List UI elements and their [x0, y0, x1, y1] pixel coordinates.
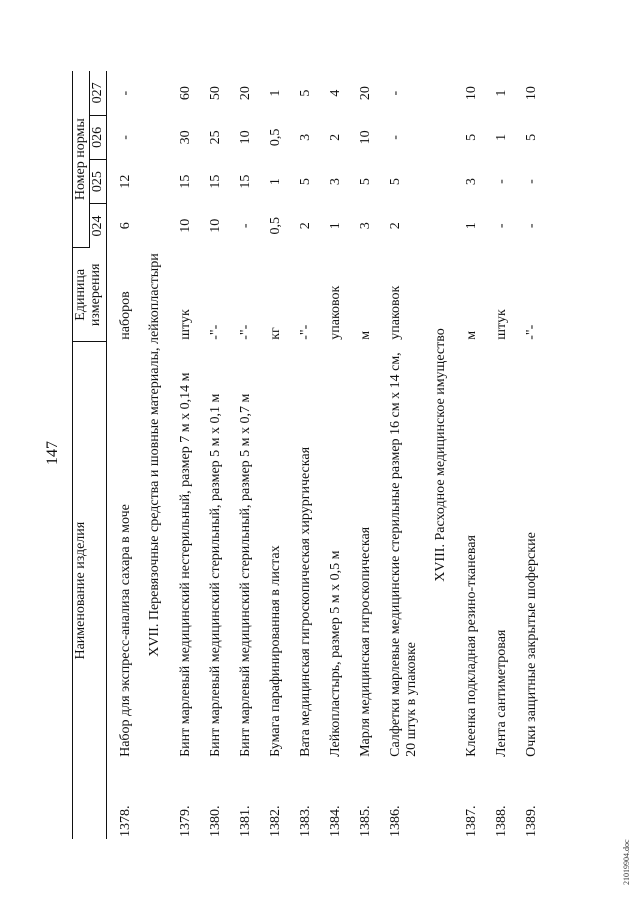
item-unit: упаковок — [388, 285, 403, 340]
item-number: 1380. — [208, 805, 223, 837]
table-row — [291, 71, 321, 839]
header-norm-code: 026 — [90, 115, 107, 159]
norm-value: 5 — [524, 133, 539, 141]
table-row — [261, 71, 291, 839]
section-title: XVII. Перевязочные средства и шовные материалы, лейкопластыри — [147, 253, 162, 657]
page-number: 147 — [44, 441, 61, 465]
item-number: 1388. — [494, 805, 509, 837]
item-name: Лейкопластырь, размер 5 м x 0,5 м — [328, 550, 343, 757]
norm-value: 5 — [464, 133, 479, 141]
norm-value: 6 — [118, 222, 133, 230]
norms-table — [72, 71, 547, 839]
norm-value: 5 — [358, 178, 373, 186]
norm-value: 15 — [208, 174, 223, 189]
item-number: 1383. — [298, 805, 313, 837]
norm-value: 3 — [328, 178, 343, 186]
norm-value: 30 — [178, 130, 193, 145]
header-norm-code: 027 — [90, 71, 107, 115]
norm-value: 25 — [208, 130, 223, 145]
item-number: 1389. — [524, 805, 539, 837]
norm-value: 10 — [208, 218, 223, 233]
header-norm-code: 025 — [90, 159, 107, 203]
norm-value: 1 — [464, 222, 479, 230]
header-norm-group: Номер нормы — [73, 71, 90, 248]
norm-value: 1 — [494, 89, 509, 97]
item-name: Салфетки марлевые медицинские стерильные размер 16 см x 14 см, 20 штук в упаковке — [388, 352, 419, 757]
section-heading-row — [427, 71, 457, 839]
norm-value: 1 — [268, 178, 283, 186]
norm-value: - — [524, 179, 539, 184]
item-name: Вата медицинская гигроскопическая хирургическая — [298, 446, 313, 757]
norm-value: 60 — [178, 86, 193, 101]
item-number: 1385. — [358, 805, 373, 837]
item-number: 1379. — [178, 805, 193, 837]
item-number: 1378. — [118, 805, 133, 837]
table-row — [517, 71, 547, 839]
item-number: 1386. — [388, 805, 403, 837]
section-title: XVIII. Расходное медицинское имущество — [433, 328, 448, 582]
norm-value: 20 — [238, 86, 253, 101]
item-name: Бинт марлевый медицинский нестерильный, размер 7 м x 0,14 м — [178, 372, 193, 757]
norm-value: 5 — [388, 178, 403, 186]
table-row — [457, 71, 487, 839]
norm-value: 1 — [494, 133, 509, 141]
norm-value: - — [494, 223, 509, 229]
item-name: Очки защитные закрытые шоферские — [524, 532, 539, 757]
item-number: 1381. — [238, 805, 253, 837]
item-number: 1387. — [464, 805, 479, 837]
item-name: Бинт марлевый медицинский стерильный, размер 5 м x 0,7 м — [238, 393, 253, 757]
norm-value: - — [388, 90, 403, 96]
norm-value: 10 — [238, 130, 253, 145]
item-number: 1384. — [328, 805, 343, 837]
norm-value: 3 — [298, 133, 313, 141]
item-unit: штук — [494, 309, 509, 340]
item-name: Набор для экспресс-анализа сахара в моче — [118, 504, 133, 757]
item-unit: упаковок — [328, 285, 343, 340]
item-unit: -"- — [238, 324, 253, 340]
table-row — [381, 71, 427, 839]
item-unit: -"- — [298, 324, 313, 340]
norm-value: - — [494, 179, 509, 184]
norm-value: 50 — [208, 86, 223, 101]
item-unit: -"- — [524, 324, 539, 340]
norm-value: - — [118, 135, 133, 140]
norm-value: 15 — [178, 174, 193, 189]
item-name: Бинт марлевый медицинский стерильный, размер 5 м x 0,1 м — [208, 393, 223, 757]
table-row — [321, 71, 351, 839]
norm-value: 20 — [358, 86, 373, 101]
norm-value: 2 — [328, 133, 343, 141]
norm-value: - — [238, 223, 253, 229]
table-row — [351, 71, 381, 839]
norm-value: - — [524, 223, 539, 229]
norm-value: 10 — [358, 130, 373, 145]
norm-value: 2 — [298, 222, 313, 230]
table-row — [111, 71, 141, 839]
section-heading-row — [141, 71, 171, 839]
table-row — [231, 71, 261, 839]
item-unit: -"- — [208, 324, 223, 340]
item-number: 1382. — [268, 805, 283, 837]
norm-value: 1 — [328, 222, 343, 230]
norm-value: 5 — [298, 178, 313, 186]
table-row — [487, 71, 517, 839]
item-name: Марля медицинская гигроскопическая — [358, 526, 373, 757]
norm-value: 0,5 — [268, 128, 283, 147]
item-unit: наборов — [118, 291, 133, 340]
header-name: Наименование изделия — [73, 342, 107, 839]
header-norm-code: 024 — [90, 204, 107, 248]
header-unit-line1: Единица — [73, 268, 88, 321]
header-unit-line2: измерения — [88, 263, 103, 327]
norm-value: 0,5 — [268, 217, 283, 235]
norm-value: 15 — [238, 174, 253, 189]
norm-value: 3 — [464, 178, 479, 186]
norm-value: 10 — [464, 86, 479, 101]
item-name: Клеенка подкладная резино-тканевая — [464, 535, 479, 757]
norm-value: 5 — [298, 89, 313, 97]
norm-value: - — [388, 135, 403, 140]
item-name: Лента сантиметровая — [494, 629, 509, 757]
norm-value: - — [118, 90, 133, 96]
table-body — [107, 71, 548, 839]
item-name: Бумага парафинированная в листах — [268, 545, 283, 757]
norm-value: 12 — [118, 174, 133, 189]
header-unit — [73, 248, 107, 342]
item-unit: м — [358, 330, 373, 340]
norm-value: 2 — [388, 222, 403, 230]
norm-value: 3 — [358, 222, 373, 230]
item-unit: кг — [268, 327, 283, 340]
item-unit: м — [464, 330, 479, 340]
norm-value: 10 — [178, 218, 193, 233]
table-row — [201, 71, 231, 839]
norm-value: 4 — [328, 89, 343, 97]
footer-filename: 21019904.doc — [622, 839, 631, 885]
norm-value: 1 — [268, 89, 283, 97]
table-row — [171, 71, 201, 839]
norm-value: 10 — [524, 86, 539, 101]
item-unit: штук — [178, 309, 193, 340]
